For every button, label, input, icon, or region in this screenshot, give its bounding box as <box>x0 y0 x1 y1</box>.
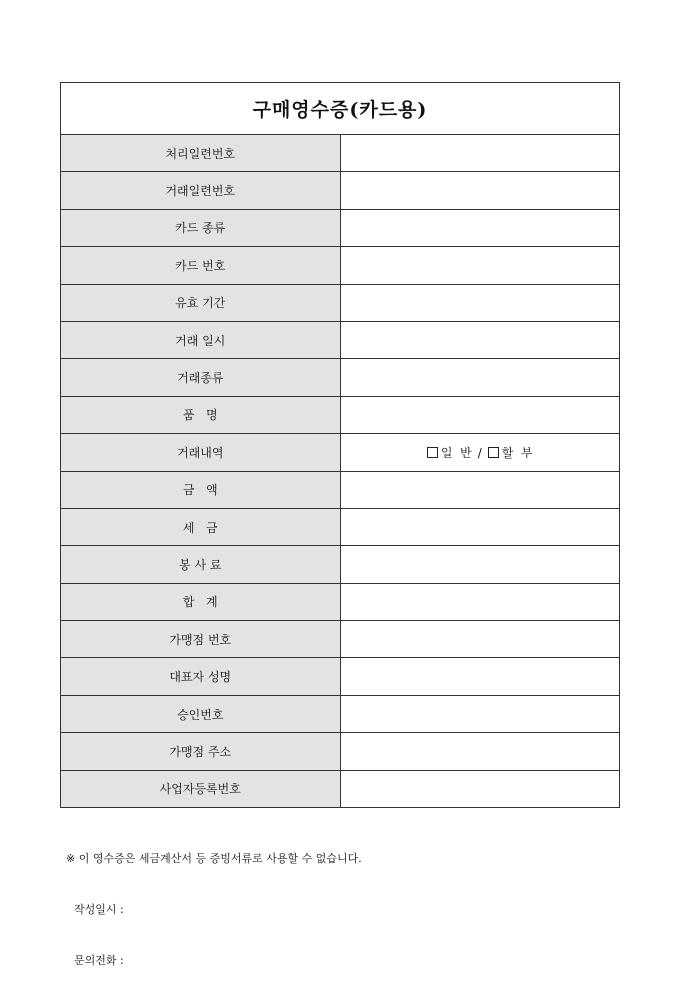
label-transaction-serial: 거래일련번호 <box>61 172 341 209</box>
label-card-number: 카드 번호 <box>61 247 341 284</box>
option-installment-label: 할 부 <box>501 445 533 460</box>
option-separator: / <box>477 445 482 460</box>
label-processing-serial: 처리일련번호 <box>61 135 341 172</box>
label-transaction-details: 거래내역 <box>61 434 341 471</box>
field-expiry[interactable] <box>340 284 620 321</box>
field-transaction-details <box>340 434 620 471</box>
table-row <box>61 658 620 695</box>
written-date-line: 작성일시 : <box>74 903 124 916</box>
table-row <box>61 583 620 620</box>
field-transaction-type[interactable] <box>340 359 620 396</box>
label-item-name: 품 명 <box>61 396 341 433</box>
label-transaction-type: 거래종류 <box>61 359 341 396</box>
field-card-number[interactable] <box>340 247 620 284</box>
table-row <box>61 284 620 321</box>
field-card-type[interactable] <box>340 209 620 246</box>
table-row <box>61 508 620 545</box>
table-row <box>61 546 620 583</box>
field-transaction-datetime[interactable] <box>340 321 620 358</box>
label-transaction-datetime: 거래 일시 <box>61 321 341 358</box>
table-row <box>61 396 620 433</box>
field-tax[interactable] <box>340 508 620 545</box>
table-row <box>61 321 620 358</box>
field-merchant-address[interactable] <box>340 733 620 770</box>
field-business-registration-number[interactable] <box>340 770 620 807</box>
field-transaction-serial[interactable] <box>340 172 620 209</box>
table-row <box>61 209 620 246</box>
table-row <box>61 434 620 471</box>
table-row <box>61 770 620 807</box>
label-merchant-number: 가맹점 번호 <box>61 621 341 658</box>
table-row <box>61 135 620 172</box>
receipt-title: 구매영수증(카드용) <box>61 83 620 135</box>
label-card-type: 카드 종류 <box>61 209 341 246</box>
label-merchant-address: 가맹점 주소 <box>61 733 341 770</box>
field-amount[interactable] <box>340 471 620 508</box>
field-item-name[interactable] <box>340 396 620 433</box>
field-approval-number[interactable] <box>340 695 620 732</box>
field-service-charge[interactable] <box>340 546 620 583</box>
footnotes <box>66 816 362 986</box>
label-business-registration-number: 사업자등록번호 <box>61 770 341 807</box>
field-merchant-number[interactable] <box>340 621 620 658</box>
table-row <box>61 733 620 770</box>
table-row <box>61 359 620 396</box>
table-row <box>61 172 620 209</box>
label-approval-number: 승인번호 <box>61 695 341 732</box>
field-total[interactable] <box>340 583 620 620</box>
table-row <box>61 247 620 284</box>
label-service-charge: 봉 사 료 <box>61 546 341 583</box>
contact-phone-line: 문의전화 : <box>74 954 124 967</box>
table-row <box>61 695 620 732</box>
option-lump-sum-label: 일 반 <box>440 445 472 460</box>
field-processing-serial[interactable] <box>340 135 620 172</box>
receipt-table <box>60 82 620 808</box>
table-row <box>61 621 620 658</box>
table-row <box>61 471 620 508</box>
checkbox-installment[interactable] <box>488 447 499 458</box>
checkbox-lump-sum[interactable] <box>427 447 438 458</box>
label-representative-name: 대표자 성명 <box>61 658 341 695</box>
label-total: 합 계 <box>61 583 341 620</box>
label-tax: 세 금 <box>61 508 341 545</box>
disclaimer-note: ※ 이 영수증은 세금계산서 등 증빙서류로 사용할 수 없습니다. <box>66 852 362 865</box>
label-expiry: 유효 기간 <box>61 284 341 321</box>
label-amount: 금 액 <box>61 471 341 508</box>
field-representative-name[interactable] <box>340 658 620 695</box>
